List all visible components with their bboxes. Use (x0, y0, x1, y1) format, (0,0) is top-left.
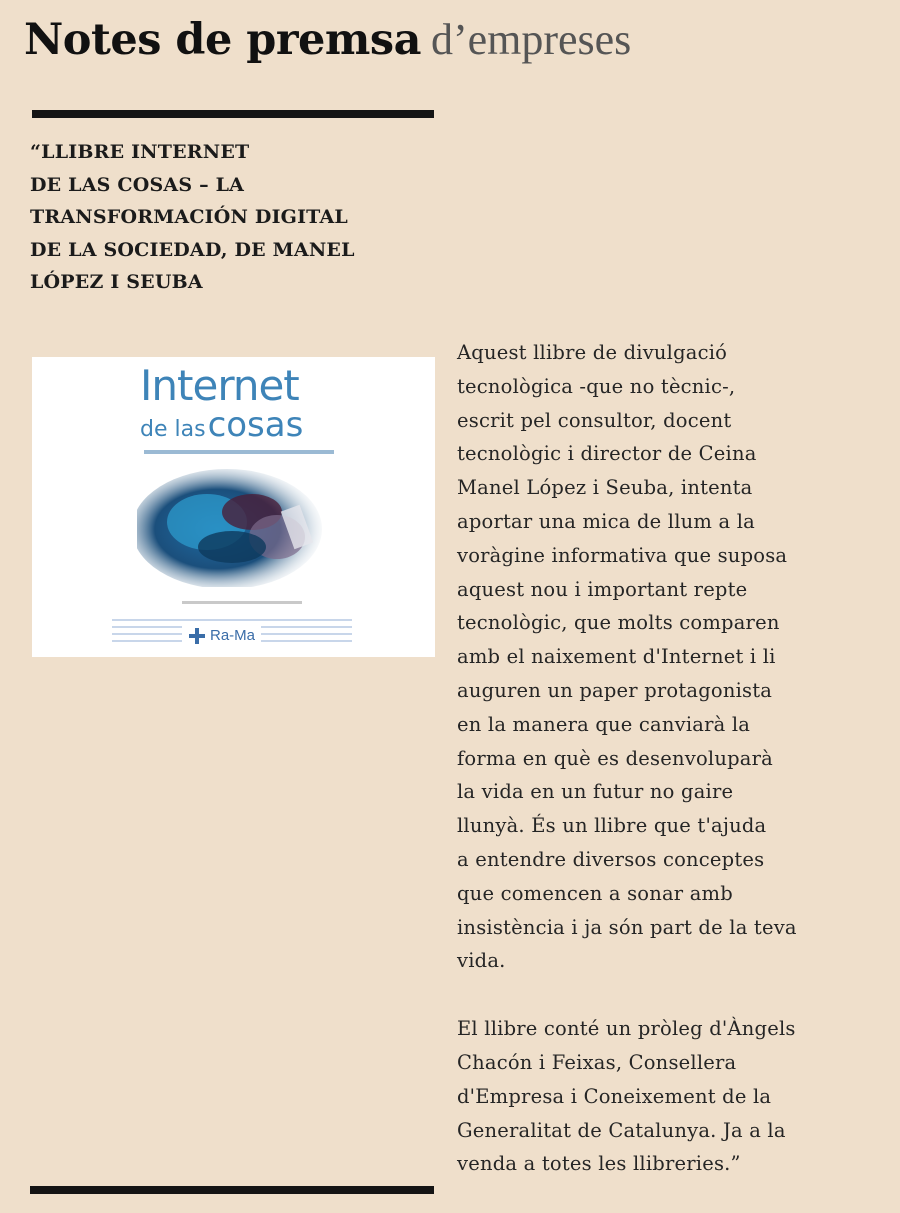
bottom-divider (30, 1186, 434, 1194)
article-headline (30, 136, 430, 299)
article-paragraph-1 (457, 336, 887, 978)
publisher-logo (182, 625, 261, 645)
body-line: en la manera que canviarà la (457, 712, 751, 736)
headline-line: TRANSFORMACIÓN DIGITAL (30, 206, 348, 228)
body-line: venda a totes les llibreries.” (457, 1152, 741, 1176)
publisher-name: Ra-Ma (210, 627, 256, 644)
article-body (457, 336, 887, 1181)
body-line: amb el naixement d'Internet i li (457, 645, 776, 669)
body-line: a entendre diversos conceptes (457, 847, 765, 871)
body-line: tecnològic i director de Ceina (457, 442, 757, 466)
book-cover-image (32, 357, 435, 657)
body-line: Manel López i Seuba, intenta (457, 476, 753, 500)
body-line: El llibre conté un pròleg d'Àngels (457, 1017, 796, 1041)
headline-line: “LLIBRE INTERNET (30, 141, 250, 163)
cover-title-internet: Internet (140, 361, 299, 410)
cover-subtitle-bar (144, 450, 334, 454)
body-line: Chacón i Feixas, Consellera (457, 1050, 737, 1074)
body-line: tecnològic, que molts comparen (457, 611, 780, 635)
headline-line: DE LAS COSAS – LA (30, 173, 245, 196)
body-line: la vida en un futur no gaire (457, 780, 734, 804)
cover-title-cosas-word: cosas (207, 405, 304, 445)
cover-title-de-las: de las (140, 417, 206, 442)
body-line: vida. (457, 949, 506, 973)
article-paragraph-2 (457, 1012, 887, 1181)
body-line: que comencen a sonar amb (457, 881, 733, 905)
body-line: llunyà. És un llibre que t'ajuda (457, 814, 767, 838)
body-line: voràgine informativa que suposa (457, 543, 788, 567)
body-line: tecnològica -que no tècnic-, (457, 374, 736, 398)
page-header (24, 14, 631, 65)
body-line: Generalitat de Catalunya. Ja a la (457, 1118, 786, 1142)
body-line: forma en què es desenvoluparà (457, 746, 773, 770)
cover-title-cosas (140, 405, 303, 445)
body-line: insistència i ja són part de la teva (457, 915, 797, 939)
headline-line: LÓPEZ I SEUBA (30, 271, 203, 293)
headline-line: DE LA SOCIEDAD, DE MANEL (30, 238, 355, 261)
cover-author-bar (182, 601, 302, 604)
body-line: auguren un paper protagonista (457, 678, 773, 702)
body-line: aportar una mica de llum a la (457, 509, 755, 533)
cover-artwork (137, 467, 337, 587)
body-line: escrit pel consultor, docent (457, 408, 732, 432)
body-line: d'Empresa i Coneixement de la (457, 1084, 772, 1108)
section-title: Notes de premsa (24, 15, 421, 65)
top-divider (32, 110, 434, 118)
publisher-cross-icon (188, 627, 206, 645)
section-subtitle: d’empreses (430, 15, 632, 64)
body-line: aquest nou i important repte (457, 577, 748, 601)
body-line: Aquest llibre de divulgació (457, 341, 728, 364)
